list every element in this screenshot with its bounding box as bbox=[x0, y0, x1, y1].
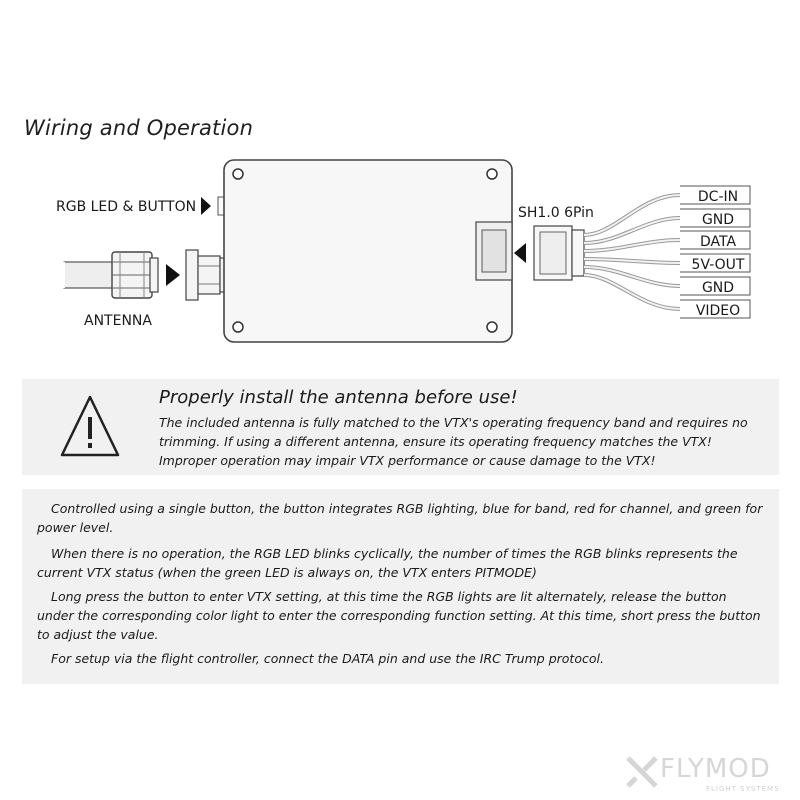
connector-arrow-icon bbox=[514, 243, 526, 263]
wiring-diagram bbox=[0, 150, 800, 350]
page-title: Wiring and Operation bbox=[24, 116, 254, 140]
sma-connector bbox=[112, 252, 158, 298]
antenna-arrow-icon bbox=[166, 264, 180, 286]
pin-label: 5V-OUT bbox=[691, 257, 745, 273]
antenna-cable bbox=[64, 262, 118, 288]
operation-paragraph: When there is no operation, the RGB LED blinks cyclically, the number of times the RGB blinks represents the current VTX status (when the green LED is always on, the VTX enters PITMODE) bbox=[37, 546, 738, 580]
pin-labels bbox=[680, 186, 750, 318]
wires bbox=[584, 195, 680, 309]
sma-jack bbox=[186, 250, 226, 300]
connector-label: SH1.0 6Pin bbox=[518, 205, 594, 221]
brand-subtitle: FLIGHT SYSTEMS bbox=[706, 785, 780, 793]
warning-title: Properly install the antenna before use! bbox=[159, 387, 518, 408]
pin-label: VIDEO bbox=[695, 303, 741, 319]
pin-label: DATA bbox=[699, 234, 737, 250]
warning-icon bbox=[60, 395, 160, 461]
pin-label: GND bbox=[701, 212, 735, 228]
rgb-led-label: RGB LED & BUTTON bbox=[56, 199, 197, 215]
button-arrow-icon bbox=[201, 197, 211, 215]
warning-text: The included antenna is fully matched to the VTX's operating frequency band and requires no trimming. If using a different antenna, ensure its operating frequency matches the VTX! Improper operation may impair VTX performance or cause damage to the VTX! bbox=[159, 415, 748, 468]
sh10-plug bbox=[534, 226, 584, 280]
warning-box bbox=[22, 379, 779, 475]
operation-box bbox=[22, 489, 779, 684]
operation-paragraph: For setup via the flight controller, connect the DATA pin and use the IRC Trump protocol. bbox=[51, 651, 604, 666]
operation-paragraph: Controlled using a single button, the button integrates RGB lighting, blue for band, red for channel, and green for power level. bbox=[37, 501, 763, 535]
brand-logo bbox=[624, 752, 794, 792]
pin-label: DC-IN bbox=[697, 189, 739, 205]
antenna-label: ANTENNA bbox=[84, 313, 152, 329]
pin-label: GND bbox=[701, 280, 735, 296]
flymod-x-icon bbox=[624, 754, 660, 790]
vtx-board bbox=[224, 160, 512, 342]
operation-paragraph: Long press the button to enter VTX setting, at this time the RGB lights are lit alternately, release the button under the corresponding color light to enter the corresponding function setting. At this time, short press the button to adjust the value. bbox=[37, 589, 761, 642]
brand-name: FLYMOD bbox=[660, 754, 771, 784]
